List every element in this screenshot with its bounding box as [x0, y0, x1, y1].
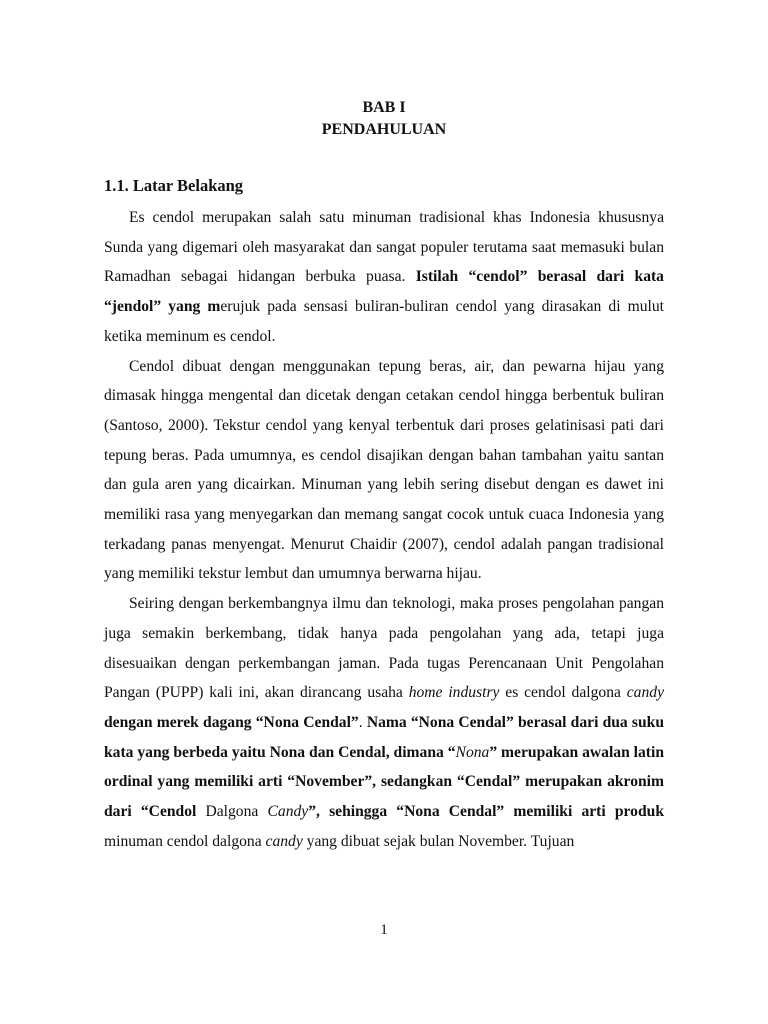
section-heading: 1.1. Latar Belakang — [104, 176, 244, 195]
text-run: yang dibuat sejak bulan November. Tujuan — [302, 832, 575, 850]
text-run: candy — [626, 684, 664, 702]
text-run: Dalgona — [205, 803, 268, 821]
chapter-number: BAB I — [362, 99, 406, 116]
text-run: minuman cendol dalgona — [104, 832, 266, 850]
text-run: Candy — [267, 803, 309, 821]
text-run: ”, sehingga “Nona Cendal” memiliki arti produk — [308, 803, 664, 821]
text-run: Nama “Nona Cendal” berasal dari dua suku kata yang berbeda yaitu Nona dan Cendal, dimana “ — [104, 713, 664, 761]
text-run: ” merupakan awalan latin ordinal yang memiliki arti “November”, sedangkan “Cendal” merupakan akronim dari “Cendol — [104, 743, 664, 821]
paragraph — [104, 352, 664, 590]
text-run: erujuk pada sensasi buliran-buliran cendol yang dirasakan di mulut ketika meminum es cendol. — [104, 298, 664, 345]
text-run: Cendol dibuat dengan menggunakan tepung beras, air, dan pewarna hijau yang dimasak hingga mengental dan dicetak dengan cetakan cendol hingga berbentuk buliran (Santoso, 2000). Tekstur cendol yang kenyal terbentuk dari proses gelatinisasi pati dari tepung beras. Pada umumnya, es cendol disajikan dengan bahan tambahan yaitu santan dan gula aren yang dicairkan. Minuman yang lebih sering disebut dengan es dawet ini memiliki rasa yang menyegarkan dan memang sangat cocok untuk cuaca Indonesia yang terkadang panas menyengat. Menurut Chaidir (2007), cendol adalah pangan tradisional yang memiliki tekstur lembut dan umumnya berwarna hijau. — [104, 357, 664, 583]
text-run: Es cendol merupakan salah satu minuman tradisional khas Indonesia khususnya Sunda yang digemari oleh masyarakat dan sangat populer terutama saat memasuki bulan Ramadhan sebagai hidangan berbuka puasa. — [104, 209, 664, 286]
chapter-title: PENDAHULUAN — [321, 121, 447, 138]
text-run: . — [358, 713, 367, 731]
text-run: dengan merek dagang “Nona Cendal” — [104, 713, 359, 731]
text-run: Seiring dengan berkembangnya ilmu dan teknologi, maka proses pengolahan pangan juga semakin berkembang, tidak hanya pada pengolahan yang ada, tetapi juga disesuaikan dengan perkembangan jaman. Pada tugas Perencanaan Unit Pengolahan Pangan (PUPP) kali ini, akan dirancang usaha — [104, 595, 664, 702]
body-text — [104, 203, 664, 856]
paragraph — [104, 589, 664, 856]
text-run: Nona — [455, 743, 490, 761]
text-run: candy — [265, 832, 303, 850]
page-number: 1 — [380, 922, 388, 938]
text-run: es cendol dalgona — [499, 684, 627, 702]
paragraph — [104, 203, 664, 352]
text-run: home industry — [408, 684, 500, 702]
text-run: Istilah “cendol” berasal dari kata “jendol” yang m — [104, 268, 664, 316]
